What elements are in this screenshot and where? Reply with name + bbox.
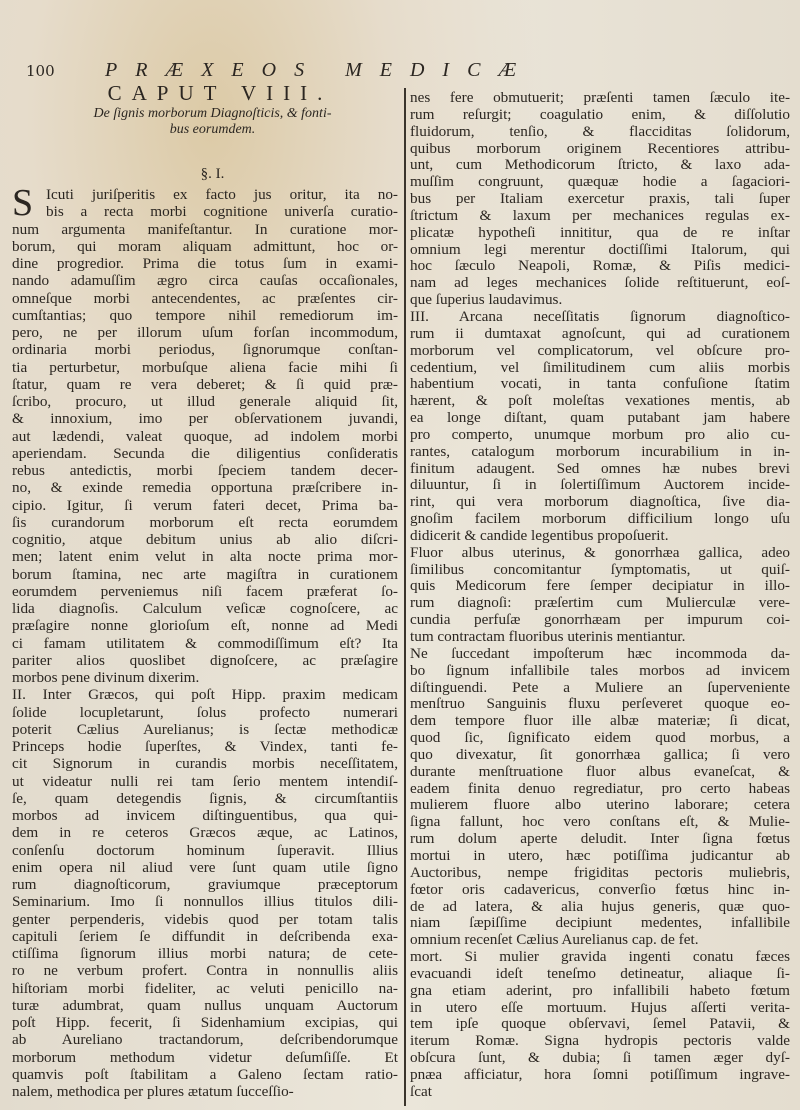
text-line: obſcura ſunt, & dubia; ſi tamen æger dyſ- bbox=[410, 1049, 790, 1067]
text-line: capituli ſeriem ſe diffundit in deſcribenda exa- bbox=[12, 927, 398, 945]
text-line: ſe, quam detegendis ſignis, & circumſtantiis bbox=[12, 789, 398, 807]
text-line: cipio. Igitur, ſi verum fateri decet, Prima ba- bbox=[12, 496, 398, 514]
text-line: omnium legi merentur doctiſſimi Italorum, qui bbox=[410, 240, 790, 258]
chapter-title: CAPUT VIII. bbox=[107, 81, 333, 105]
text-line: cundia perfuſæ gonorrhæam per impurum coi- bbox=[410, 611, 790, 629]
text-line: fœtor oris cadavericus, converſio fœtus hinc in- bbox=[410, 880, 790, 898]
text-line: aperiendam. Secunda die diligentius conſideratis bbox=[12, 444, 398, 462]
page-number: 100 bbox=[26, 62, 55, 80]
text-line: III. Arcana neceſſitatis ſignorum diagnoſtico- bbox=[410, 307, 790, 325]
text-line: bus per Italiam exercetur praxis, tali ſuper bbox=[410, 190, 790, 208]
text-line: men; latent enim velut in alta nocte prima mor- bbox=[12, 548, 398, 566]
text-line: tia perturbetur, morbuſque aliena facie mihi ſi bbox=[12, 358, 398, 376]
text-line: rum diagnoſticorum, graviumque præceptorum bbox=[12, 876, 398, 893]
text-line: pnæa afficiatur, hora ſomni potiſſimum ingrave- bbox=[410, 1065, 790, 1083]
text-line: tum contractam fluoribus uterinis mentiantur. bbox=[410, 628, 686, 645]
text-line: evacuandi ideſt teneſmo detineatur, aliaque ſi- bbox=[410, 964, 790, 982]
text-line: rantes, catalogum morborum incurabilium in in- bbox=[410, 442, 790, 460]
text-line: nam ad leges mechanices ſolide reſtituerunt, eoſ- bbox=[410, 274, 790, 292]
text-line: ſigna fallunt, hoc vero conſtans eſt, & Mulie- bbox=[410, 813, 790, 831]
text-line: ſimilibus concomitantur ſymptomatis, ut quiſ- bbox=[410, 560, 790, 578]
text-line: hoc ſæculo Neapoli, Romæ, & Piſis medici- bbox=[410, 257, 790, 275]
text-line: gnoſim facilem morborum difficilium longo uſu bbox=[410, 510, 790, 528]
text-line: cognitio, atque debitum unius ab alio diſcri- bbox=[12, 531, 398, 548]
text-line: eorumdem perveniemus niſi facem præferat ſo- bbox=[12, 582, 398, 600]
subtitle-line: De ſignis morborum Diagnoſticis, & fonti- bbox=[93, 106, 332, 121]
text-line: mort. Si mulier gravida ingenti conatu fæces bbox=[410, 948, 790, 966]
text-line: ci famam utilitatem & commodiſſimum eſt? Ita bbox=[12, 634, 398, 652]
text-line: finitum adaugent. Sed omnes hæ nubes brevi bbox=[410, 459, 790, 477]
text-line: gna etiam aderint, pro infallibili habeto fœtum bbox=[410, 981, 790, 999]
chapter-subtitle bbox=[20, 106, 405, 138]
text-line: quo divexatur, ſit gonorrhæa gallica; ſi vero bbox=[410, 745, 790, 763]
text-line: cumſtantias; quo tempore nihil remediorum im- bbox=[12, 306, 398, 324]
text-line: omneſque morbi antecendentes, ac præſentes cir- bbox=[12, 289, 398, 307]
text-line: plicatæ hypotheſi innititur, qua de re inſtar bbox=[410, 223, 790, 241]
text-line: que ſuperius laudavimus. bbox=[410, 291, 563, 309]
drop-cap: S bbox=[12, 182, 34, 224]
text-line: pariter alios quoslibet dignoſcere, ac præſagire bbox=[12, 651, 398, 669]
text-line: ut videatur nulli rei tam ſerio mentem intendiſ- bbox=[12, 772, 398, 790]
text-line: ſcat bbox=[410, 1082, 432, 1100]
running-title: PRÆXEOS MEDICÆ bbox=[105, 59, 535, 81]
text-line: rum dolum aperte deludit. Inter ſigna fœtus bbox=[410, 830, 790, 848]
text-line: menſtruo Sanguinis fluxu perſeveret quoque eo- bbox=[410, 695, 790, 713]
text-line: morborum vel complicatorum, vel obſcure pro- bbox=[410, 341, 790, 359]
text-line: ſolide locupletarunt, ſolus profecto numerari bbox=[12, 703, 398, 721]
text-line: conſenſu doctorum hominum ſuperavit. Illius bbox=[12, 841, 398, 859]
text-line: unt, cum Methodicorum ſtricto, & laxo ada- bbox=[410, 156, 790, 174]
text-line: pero, ne per illorum uſum forſan incommodum, bbox=[12, 324, 398, 341]
text-line: ab Aureliano tractandorum, deſcribendorumque bbox=[12, 1031, 398, 1049]
text-line: dem in re ceteros Græcos æque, ac Latinos, bbox=[12, 824, 398, 842]
text-line: poterit Cælius Aurelianus; is ſectæ methodicæ bbox=[12, 720, 398, 738]
text-line: niam ſæpiſſime decipiunt medentes, infallibile bbox=[410, 914, 790, 932]
text-line: ctiſſima ſignorum illius morbi natura; de cete- bbox=[12, 945, 398, 962]
text-line: ſtrictum & laxum per mechanices regulas ex- bbox=[410, 206, 790, 224]
text-line: ſtatur, quam re vera deberet; & ſi quid præ- bbox=[12, 375, 398, 393]
left-column-text bbox=[12, 182, 398, 1100]
text-line: hiſtoriam morbi fideliter, ac veluti penicillo na- bbox=[12, 979, 398, 997]
text-line: no, & exinde remedia opportuna præſcribere in- bbox=[12, 479, 398, 497]
text-line: Icuti juriſperitis ex facto jus oritur, ita no- bbox=[46, 186, 398, 203]
text-line: rum reſurgit; coagulatio enim, & diſſolutio bbox=[410, 105, 790, 123]
text-line: mortui in utero, hæc potiſſima judicantur ab bbox=[410, 846, 790, 864]
text-line: II. Inter Græcos, qui poſt Hipp. praxim medicam bbox=[12, 686, 398, 704]
text-line: omnium recenſet Cælius Aurelianus cap. de fet. bbox=[410, 931, 699, 949]
text-line: bis a recta morbi cognitione univerſa curatio- bbox=[46, 203, 398, 221]
text-line: dem tempore fluor ille albæ materiæ; ſi dicat, bbox=[410, 712, 790, 730]
text-line: eadem finita denuo regrediatur, pro certo habeas bbox=[410, 779, 790, 797]
text-line: tem ipſe quoque obſervavi, ſemel Patavii, & bbox=[410, 1015, 790, 1033]
text-line: ea longe diſtant, quam putabant jam habere bbox=[410, 409, 790, 427]
text-line: iterum Romæ. Signa hydropis pectoris valde bbox=[410, 1032, 790, 1050]
text-line: ſis curandorum morborum eſt recta eorumdem bbox=[12, 513, 398, 531]
text-line: quamvis poſt ſtabilitam a Galeno ſectam ratio- bbox=[12, 1065, 398, 1083]
text-line: didicerit & candide legentibus propoſuerit. bbox=[410, 526, 669, 544]
text-line: durante menſtruatione fluor albus evaneſcat, & bbox=[410, 762, 790, 780]
text-line: ro ne verbum profert. Contra in nonnullis aliis bbox=[12, 962, 398, 980]
text-line: nalem, methodica per plures ætatum ſucceſſio- bbox=[12, 1083, 294, 1100]
text-line: diluuntur, ſi in ſolertiſſimum Auctorem incide- bbox=[410, 476, 790, 494]
text-line: morbos pene divinum dixerim. bbox=[12, 669, 200, 686]
text-line: rint, qui vera morborum diagnoſtica, ſive dia- bbox=[410, 493, 790, 511]
text-line: & innoxium, imo per obſervationem juvandi, bbox=[12, 410, 398, 428]
subtitle-line: bus eorumdem. bbox=[169, 122, 256, 137]
text-line: genter perpenderis, videbis quod per totam talis bbox=[12, 910, 398, 928]
text-line: bo ſignum infallibile tales morbos ad invicem bbox=[410, 661, 790, 679]
text-line: muſſim congruunt, quæquæ hodie a ſagaciori- bbox=[410, 173, 790, 191]
text-line: turæ adumbrat, quam nullus unquam Auctorum bbox=[12, 996, 398, 1014]
text-line: dine progredior. Prima die totus ſum in exami- bbox=[12, 255, 398, 272]
text-line: Princeps hodie ſuperſtes, & Vindex, tanti fe- bbox=[12, 738, 398, 755]
text-line: de ad latera, & alia hujus generis, quæ quo- bbox=[410, 897, 790, 915]
text-line: lida diagnoſis. Calculum veſicæ cognoſcere, ac bbox=[12, 600, 398, 617]
text-line: num argumenta manifeſtantur. In curatione mor- bbox=[12, 220, 398, 238]
text-line: ſcribo, procuro, ut illud generale aliquid ſit, bbox=[12, 393, 398, 410]
text-line: quod ſic, ſignificato eidem quod morbus, a bbox=[410, 729, 790, 747]
text-line: pro comperto, unumque morbum pro alio cu- bbox=[410, 425, 790, 443]
text-line: hærent, & poſt moleſtas vexationes mentis, ab bbox=[410, 392, 790, 410]
text-line: rum diagnoſi: præſertim cum Mulierculæ vere- bbox=[410, 594, 790, 612]
text-line: Seminarium. Imo ſi nonnullos illius titulos dili- bbox=[12, 893, 398, 911]
text-line: enim opera nil aliud vere ſunt quam utile ſigno bbox=[12, 858, 398, 876]
text-line: rum ii dumtaxat agnoſcunt, qui ad curationem bbox=[410, 324, 790, 342]
text-line: præſagire nonne glorioſum eſt, nonne ad Medi bbox=[12, 617, 398, 635]
text-line: cit Signorum in curandis morbis neceſſitatem, bbox=[12, 755, 398, 773]
text-line: Fluor albus uterinus, & gonorrhæa gallica, adeo bbox=[410, 543, 790, 561]
text-line: nando adamuſſim ægro circa cauſas occaſionales, bbox=[12, 272, 398, 290]
right-column-text bbox=[410, 90, 790, 1101]
section-heading: §. I. bbox=[200, 166, 225, 182]
text-line: rebus antedictis, morbi ſpeciem tandem decer- bbox=[12, 462, 398, 479]
text-line: poſt Hipp. fecerit, ſi Sidenhamium excipias, qui bbox=[12, 1014, 398, 1031]
text-line: aut lædendi, valeat quoque, ad indolem morbi bbox=[12, 427, 398, 445]
text-line: ordinaria morbi periodus, ſignorumque conſtan- bbox=[12, 341, 398, 359]
text-line: cedentium, vel ſimilitudinem cum aliis morbis bbox=[410, 358, 790, 376]
text-line: morbos ad invicem diſtinguentibus, qua qui- bbox=[12, 807, 398, 824]
text-line: in utero eſſe mortuum. Hujus aſſerti verita- bbox=[410, 998, 790, 1016]
text-line: quibus morborum originem Recentiores attribu- bbox=[410, 139, 790, 157]
text-line: mulierem fluore albo uterino laborare; cetera bbox=[410, 796, 790, 814]
text-line: Auctoribus, nempe frigiditas pectoris muliebris, bbox=[410, 863, 790, 881]
text-line: nes fere obmutuerit; præſenti tamen ſæculo ite- bbox=[410, 89, 790, 106]
text-line: borum ſtamina, nec arte magiſtra in curationem bbox=[12, 565, 398, 583]
text-line: morborum methodum videtur deſumſiſſe. Et bbox=[12, 1048, 398, 1066]
text-line: fluidorum, tenſio, & flacciditas ſolidorum, bbox=[410, 122, 790, 140]
text-line: quis Medicorum fere ſemper decipiatur in illo- bbox=[410, 577, 790, 595]
column-divider bbox=[404, 88, 406, 1106]
text-line: Ne ſuccedant impoſterum hæc incommoda da- bbox=[410, 644, 790, 662]
text-line: borum, qui moram aliquam admittunt, hoc or- bbox=[12, 237, 398, 255]
text-line: diſtinguendi. Pete a Muliere an ſuperveniente bbox=[410, 678, 790, 696]
text-line: habentium vocati, in tanta confuſione ſtatim bbox=[410, 375, 790, 393]
